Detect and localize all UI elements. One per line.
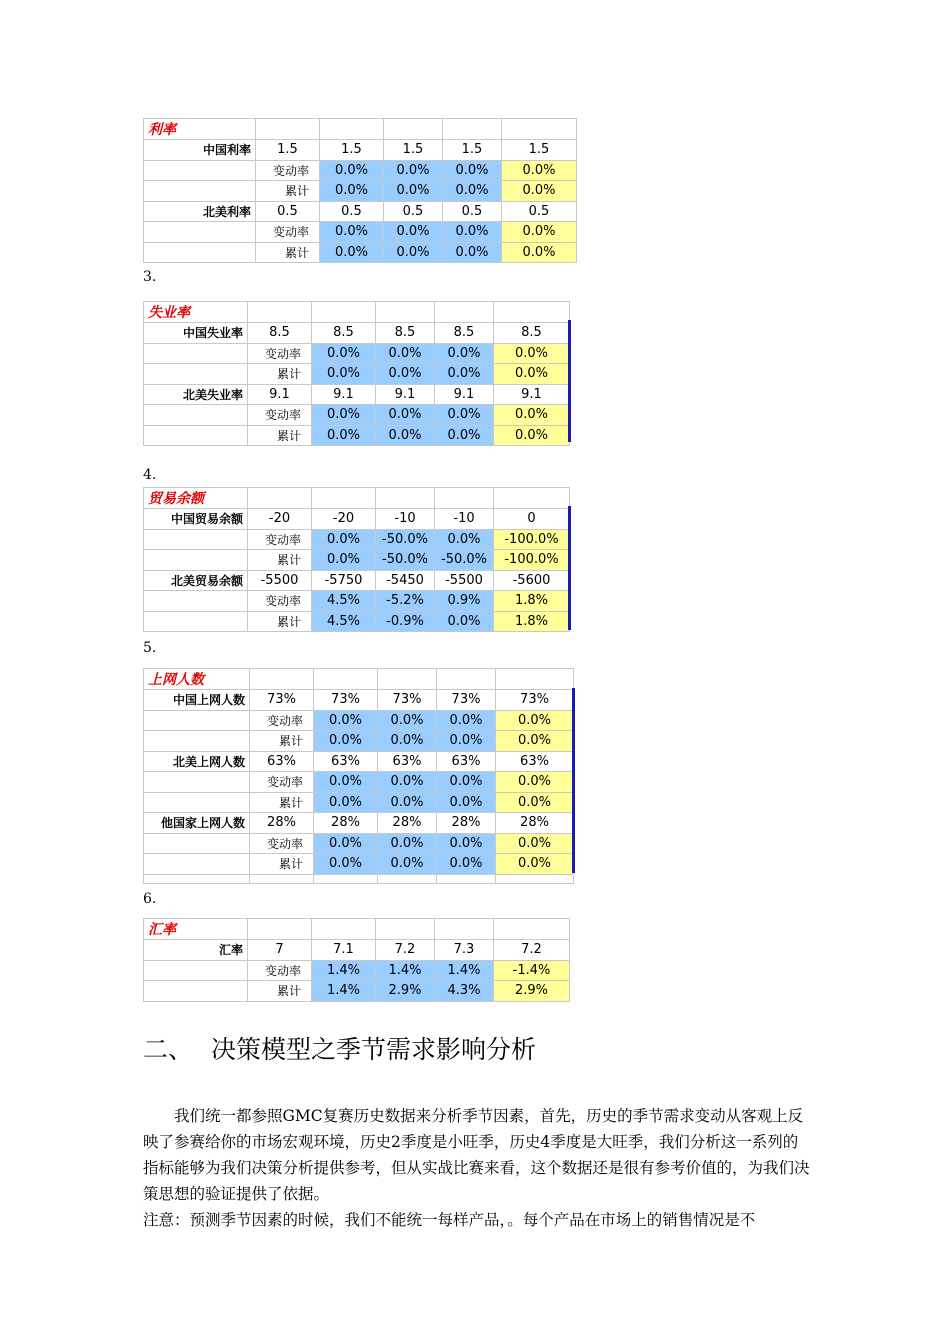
change-cell: 0.0% <box>437 772 496 793</box>
value-cell: 1.5 <box>384 140 443 161</box>
change-cell: 0.0% <box>314 710 378 731</box>
empty-cell <box>144 710 250 731</box>
value-cell: 73% <box>250 690 314 711</box>
sub-label: 变动率 <box>248 529 312 550</box>
empty-cell <box>144 611 248 632</box>
value-cell: 0.5 <box>320 201 384 222</box>
row-label: 北美利率 <box>144 201 256 222</box>
selection-border <box>568 506 571 630</box>
sub-label: 变动率 <box>248 591 312 612</box>
value-cell: 8.5 <box>376 323 435 344</box>
table-title-row <box>144 302 570 323</box>
sub-label: 变动率 <box>256 222 320 243</box>
row-label: 北美上网人数 <box>144 751 250 772</box>
empty-cell <box>144 529 248 550</box>
change-cell: 0.0% <box>496 833 574 854</box>
sub-label: 变动率 <box>256 160 320 181</box>
change-cell: 0.0% <box>496 710 574 731</box>
change-cell: 0.0% <box>435 611 494 632</box>
value-cell: 8.5 <box>312 323 376 344</box>
change-cell: 0.0% <box>378 731 437 752</box>
selection-border <box>568 320 571 442</box>
change-cell: 4.3% <box>435 981 494 1002</box>
empty-cell <box>144 792 250 813</box>
empty-cell <box>312 488 376 509</box>
item-number-5: 5. <box>143 640 157 656</box>
table-row <box>144 343 570 364</box>
change-cell: 1.4% <box>435 960 494 981</box>
section-index: 二、 <box>143 1035 194 1064</box>
table-row <box>144 792 574 813</box>
row-label: 中国上网人数 <box>144 690 250 711</box>
change-cell: -100.0% <box>494 550 570 571</box>
empty-cell <box>496 874 574 883</box>
empty-cell <box>144 854 250 875</box>
table-row <box>144 690 574 711</box>
value-cell: 8.5 <box>494 323 570 344</box>
table-row <box>144 425 570 446</box>
change-cell: 0.0% <box>437 854 496 875</box>
change-cell: -0.9% <box>376 611 435 632</box>
change-cell: 0.0% <box>443 181 502 202</box>
empty-cell <box>144 731 250 752</box>
sub-label: 变动率 <box>248 343 312 364</box>
table-row <box>144 550 570 571</box>
table-row <box>144 323 570 344</box>
change-cell: -50.0% <box>435 550 494 571</box>
empty-cell <box>437 874 496 883</box>
value-cell: 8.5 <box>435 323 494 344</box>
empty-cell <box>144 981 248 1002</box>
value-cell: 1.5 <box>502 140 577 161</box>
change-cell: 0.0% <box>496 854 574 875</box>
value-cell: 7.1 <box>312 940 376 961</box>
sub-label: 累计 <box>250 854 314 875</box>
change-cell: -50.0% <box>376 529 435 550</box>
empty-cell <box>376 488 435 509</box>
change-cell: 0.0% <box>312 529 376 550</box>
empty-cell <box>312 919 376 940</box>
table-row <box>144 833 574 854</box>
sub-label: 累计 <box>248 981 312 1002</box>
change-cell: 0.0% <box>496 731 574 752</box>
sub-label: 累计 <box>248 550 312 571</box>
change-cell: 0.0% <box>437 833 496 854</box>
trade-balance-table <box>143 487 570 632</box>
table-row <box>144 222 577 243</box>
value-cell: 9.1 <box>376 384 435 405</box>
value-cell: 0.5 <box>443 201 502 222</box>
change-cell: 1.8% <box>494 611 570 632</box>
change-cell: 0.0% <box>502 181 577 202</box>
value-cell: 8.5 <box>248 323 312 344</box>
empty-cell <box>144 591 248 612</box>
sub-label: 累计 <box>256 242 320 263</box>
change-cell: 0.0% <box>435 529 494 550</box>
change-cell: 0.0% <box>312 425 376 446</box>
row-label: 他国家上网人数 <box>144 813 250 834</box>
internet-users-table <box>143 668 574 884</box>
change-cell: 0.0% <box>435 425 494 446</box>
change-cell: 0.0% <box>502 160 577 181</box>
row-label: 北美贸易余额 <box>144 570 248 591</box>
value-cell: 1.5 <box>256 140 320 161</box>
table-title: 失业率 <box>144 302 248 323</box>
item-number-6: 6. <box>143 891 157 907</box>
body-paragraph: 我们统一都参照GMC复赛历史数据来分析季节因素，首先，历史的季节需求变动从客观上反映了参赛给你的市场宏观环境，历史2季度是小旺季，历史4季度是大旺季，我们分析这一系列的指标能够为我们决策分析提供参考，但从实战比赛来看，这个数据还是很有参考价值的，为我们决策思想的验证提供了依据。 <box>143 1107 810 1203</box>
unemployment-table <box>143 301 570 446</box>
table-title-row <box>144 919 570 940</box>
table-row <box>144 140 577 161</box>
change-cell: 0.0% <box>314 772 378 793</box>
change-cell: 0.0% <box>312 343 376 364</box>
table-row <box>144 751 574 772</box>
change-cell: 0.0% <box>494 425 570 446</box>
table-row <box>144 570 570 591</box>
empty-cell <box>376 302 435 323</box>
sub-label: 累计 <box>248 425 312 446</box>
value-cell: 63% <box>378 751 437 772</box>
value-cell: -5500 <box>435 570 494 591</box>
change-cell: 0.0% <box>384 160 443 181</box>
item-number-4: 4. <box>143 467 157 483</box>
empty-cell <box>502 119 577 140</box>
value-cell: -5750 <box>312 570 376 591</box>
change-cell: 0.0% <box>378 772 437 793</box>
change-cell: 0.0% <box>384 222 443 243</box>
change-cell: 0.0% <box>384 242 443 263</box>
empty-cell <box>144 242 256 263</box>
change-cell: -100.0% <box>494 529 570 550</box>
change-cell: 1.4% <box>312 981 376 1002</box>
change-cell: 0.0% <box>435 405 494 426</box>
row-label: 中国失业率 <box>144 323 248 344</box>
empty-cell <box>496 669 574 690</box>
change-cell: 0.0% <box>502 222 577 243</box>
change-cell: 0.0% <box>376 405 435 426</box>
change-cell: 1.8% <box>494 591 570 612</box>
change-cell: 0.0% <box>314 854 378 875</box>
table-title: 上网人数 <box>144 669 250 690</box>
empty-cell <box>250 669 314 690</box>
change-cell: 1.4% <box>312 960 376 981</box>
table-row <box>144 364 570 385</box>
change-cell: 0.0% <box>443 222 502 243</box>
value-cell: 28% <box>378 813 437 834</box>
value-cell: 7 <box>248 940 312 961</box>
empty-cell <box>378 874 437 883</box>
table-row <box>144 181 577 202</box>
row-label: 汇率 <box>144 940 248 961</box>
sub-label: 累计 <box>256 181 320 202</box>
empty-cell <box>378 669 437 690</box>
change-cell: 0.0% <box>437 731 496 752</box>
change-cell: 0.0% <box>314 731 378 752</box>
value-cell: 0.5 <box>502 201 577 222</box>
row-label: 中国贸易余额 <box>144 509 248 530</box>
empty-cell <box>144 833 250 854</box>
sub-label: 累计 <box>248 611 312 632</box>
change-cell: 0.0% <box>320 222 384 243</box>
value-cell: 63% <box>250 751 314 772</box>
value-cell: -10 <box>435 509 494 530</box>
table-row <box>144 960 570 981</box>
value-cell: 7.2 <box>376 940 435 961</box>
internet-users-table-wrap <box>143 668 574 884</box>
sub-label: 变动率 <box>250 772 314 793</box>
table-row <box>144 201 577 222</box>
value-cell: -20 <box>312 509 376 530</box>
item-number-3: 3. <box>143 269 157 285</box>
empty-cell <box>314 874 378 883</box>
value-cell: -20 <box>248 509 312 530</box>
empty-cell <box>144 343 248 364</box>
change-cell: -1.4% <box>494 960 570 981</box>
value-cell: 63% <box>314 751 378 772</box>
empty-cell <box>312 302 376 323</box>
value-cell: -5500 <box>248 570 312 591</box>
value-cell: 73% <box>378 690 437 711</box>
change-cell: 0.0% <box>378 854 437 875</box>
value-cell: 1.5 <box>320 140 384 161</box>
value-cell: 7.2 <box>494 940 570 961</box>
table-row <box>144 509 570 530</box>
change-cell: 0.0% <box>376 425 435 446</box>
table-row <box>144 591 570 612</box>
empty-cell <box>144 181 256 202</box>
change-cell: 4.5% <box>312 611 376 632</box>
empty-cell <box>248 919 312 940</box>
change-cell: 0.0% <box>384 181 443 202</box>
change-cell: 0.0% <box>435 364 494 385</box>
empty-cell <box>314 669 378 690</box>
table-row <box>144 731 574 752</box>
table-row <box>144 854 574 875</box>
value-cell: 73% <box>314 690 378 711</box>
exchange-rate-table <box>143 918 570 1002</box>
exchange-rate-table-wrap <box>143 918 570 1002</box>
value-cell: -10 <box>376 509 435 530</box>
table-row <box>144 813 574 834</box>
empty-cell <box>437 669 496 690</box>
section-title: 决策模型之季节需求影响分析 <box>211 1035 537 1064</box>
empty-cell <box>144 160 256 181</box>
change-cell: 0.0% <box>320 242 384 263</box>
change-cell: 0.0% <box>320 160 384 181</box>
table-row <box>144 242 577 263</box>
value-cell: 7.3 <box>435 940 494 961</box>
table-row <box>144 940 570 961</box>
interest-rate-table <box>143 118 577 263</box>
empty-cell <box>443 119 502 140</box>
value-cell: -5450 <box>376 570 435 591</box>
change-cell: 0.0% <box>312 364 376 385</box>
empty-cell <box>494 919 570 940</box>
change-cell: 0.0% <box>378 792 437 813</box>
empty-cell <box>144 960 248 981</box>
change-cell: 2.9% <box>494 981 570 1002</box>
table-title-row <box>144 488 570 509</box>
change-cell: 0.0% <box>376 343 435 364</box>
value-cell: 0 <box>494 509 570 530</box>
empty-cell <box>250 874 314 883</box>
empty-cell <box>248 488 312 509</box>
change-cell: 0.0% <box>314 792 378 813</box>
change-cell: 0.0% <box>443 160 502 181</box>
sub-label: 累计 <box>250 792 314 813</box>
change-cell: -5.2% <box>376 591 435 612</box>
value-cell: 9.1 <box>248 384 312 405</box>
sub-label: 累计 <box>250 731 314 752</box>
change-cell: 0.0% <box>443 242 502 263</box>
value-cell: 9.1 <box>312 384 376 405</box>
table-row <box>144 160 577 181</box>
empty-cell <box>144 874 250 883</box>
table-row <box>144 611 570 632</box>
change-cell: 2.9% <box>376 981 435 1002</box>
table-row <box>144 529 570 550</box>
value-cell: 28% <box>496 813 574 834</box>
value-cell: 73% <box>437 690 496 711</box>
value-cell: 73% <box>496 690 574 711</box>
table-title: 汇率 <box>144 919 248 940</box>
row-label: 中国利率 <box>144 140 256 161</box>
unemployment-table-wrap <box>143 301 570 446</box>
change-cell: 0.0% <box>378 833 437 854</box>
change-cell: 0.0% <box>494 405 570 426</box>
table-title: 贸易余额 <box>144 488 248 509</box>
empty-cell <box>435 302 494 323</box>
change-cell: 4.5% <box>312 591 376 612</box>
empty-cell <box>320 119 384 140</box>
value-cell: 1.5 <box>443 140 502 161</box>
interest-rate-table-wrap <box>143 118 577 263</box>
change-cell: 0.0% <box>378 710 437 731</box>
sub-label: 变动率 <box>250 833 314 854</box>
selection-border <box>572 688 575 873</box>
empty-cell <box>384 119 443 140</box>
change-cell: 0.0% <box>437 792 496 813</box>
sub-label: 变动率 <box>248 960 312 981</box>
value-cell: 63% <box>496 751 574 772</box>
change-cell: 0.0% <box>496 772 574 793</box>
empty-cell <box>144 772 250 793</box>
change-cell: 0.0% <box>496 792 574 813</box>
change-cell: 0.0% <box>494 364 570 385</box>
change-cell: 0.0% <box>312 550 376 571</box>
row-label: 北美失业率 <box>144 384 248 405</box>
value-cell: 28% <box>314 813 378 834</box>
table-row <box>144 874 574 883</box>
empty-cell <box>144 364 248 385</box>
value-cell: 63% <box>437 751 496 772</box>
empty-cell <box>435 919 494 940</box>
value-cell: 9.1 <box>494 384 570 405</box>
change-cell: 1.4% <box>376 960 435 981</box>
empty-cell <box>256 119 320 140</box>
value-cell: 0.5 <box>256 201 320 222</box>
table-title: 利率 <box>144 119 256 140</box>
trade-balance-table-wrap <box>143 487 570 632</box>
empty-cell <box>435 488 494 509</box>
change-cell: 0.0% <box>320 181 384 202</box>
empty-cell <box>144 405 248 426</box>
empty-cell <box>248 302 312 323</box>
empty-cell <box>376 919 435 940</box>
empty-cell <box>144 425 248 446</box>
change-cell: 0.0% <box>494 343 570 364</box>
change-cell: 0.0% <box>312 405 376 426</box>
value-cell: 0.5 <box>384 201 443 222</box>
change-cell: 0.0% <box>502 242 577 263</box>
value-cell: 28% <box>437 813 496 834</box>
value-cell: 28% <box>250 813 314 834</box>
note-paragraph: 注意：预测季节因素的时候，我们不能统一每样产品，。每个产品在市场上的销售情况是不 <box>143 1211 756 1229</box>
sub-label: 变动率 <box>250 710 314 731</box>
change-cell: 0.0% <box>437 710 496 731</box>
change-cell: 0.0% <box>376 364 435 385</box>
table-row <box>144 384 570 405</box>
table-row <box>144 405 570 426</box>
sub-label: 变动率 <box>248 405 312 426</box>
empty-cell <box>144 222 256 243</box>
empty-cell <box>494 488 570 509</box>
value-cell: -5600 <box>494 570 570 591</box>
table-row <box>144 981 570 1002</box>
table-row <box>144 710 574 731</box>
change-cell: 0.0% <box>435 343 494 364</box>
section-heading <box>143 1030 536 1066</box>
empty-cell <box>144 550 248 571</box>
change-cell: 0.9% <box>435 591 494 612</box>
value-cell: 9.1 <box>435 384 494 405</box>
empty-cell <box>494 302 570 323</box>
sub-label: 累计 <box>248 364 312 385</box>
change-cell: 0.0% <box>314 833 378 854</box>
change-cell: -50.0% <box>376 550 435 571</box>
table-row <box>144 772 574 793</box>
table-title-row <box>144 669 574 690</box>
table-title-row <box>144 119 577 140</box>
